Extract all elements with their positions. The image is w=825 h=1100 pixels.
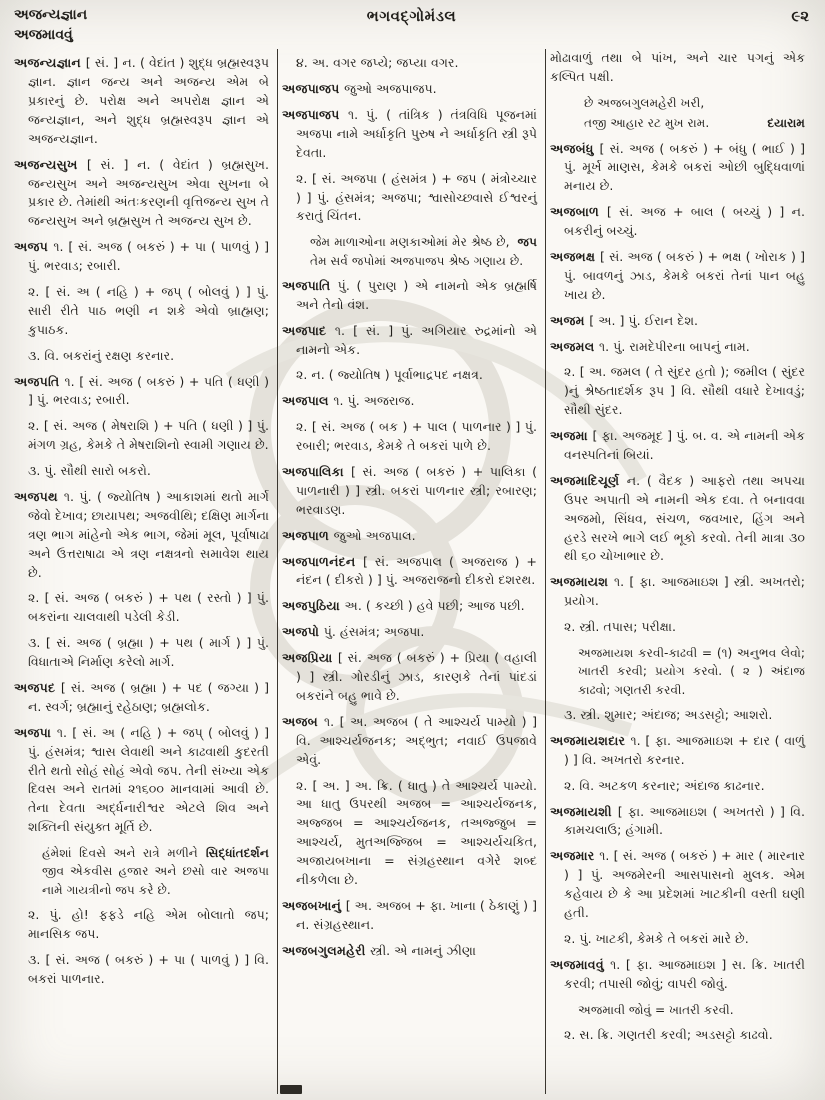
dictionary-entry: અજપાલિકા [ સં. અજ ( બકરું ) + પાલિકા ( પાળનારી ) ] સ્ત્રી. બકરાં પાળનાર સ્ત્રી; રબારણ; ભરવાડણ. — [282, 464, 537, 517]
dictionary-entry: અજબખાનું [ અ. અજબ + ફા. ખાના ( ઠેકાણું ) ] ન. સંગ્રહસ્થાન. — [282, 897, 537, 932]
headword: અજપાળ — [282, 527, 334, 543]
sense-text: ૨. ન. ( જ્યોતિષ ) પૂર્વાભાદ્રપદ નક્ષત્ર. — [296, 367, 483, 383]
headword: અજન્યજ્ઞાન — [14, 55, 86, 71]
scan-artifact — [280, 1085, 302, 1094]
sense-text: ૩. સ્ત્રી. શુમાર; અંદાજ; અડસટ્ટો; આશરો. — [564, 706, 773, 722]
dictionary-entry: અજન્યસુખ [ સં. ] ન. ( વેદાંત ) બ્રહ્મસુખ. જન્યસુખ અને અજન્યસુખ એવા સુખના બે પ્રકાર છે. તેમાંથી અંતઃકરણની વૃત્તિજન્ય સુખ તે જન્યસુખ અને બ્રહ્મસુખ તે અજન્ય સુખ છે. — [14, 156, 269, 229]
headword: અજમાયશી — [550, 803, 618, 819]
headword: અજમાદિચૂર્ણ — [550, 472, 627, 488]
headword: અજપાળનંદન — [282, 553, 364, 569]
headword: અજપાદ — [282, 322, 335, 338]
headword: અજમાયશદાર — [550, 732, 631, 748]
dictionary-entry: અજબ ૧. [ અ. અજબ ( તે આશ્ચર્ય પામ્યો ) ] વિ. આશ્ચર્યજનક; અદ્ભુત; નવાઈ ઉપજાવે એવું. — [282, 713, 537, 767]
cont-text: મોઢાવાળું તથા બે પાંખ, અને ચાર પગનું એક કલ્પિત પક્ષી. — [550, 50, 805, 85]
dictionary-entry: અજન્યજ્ઞાન [ સં. ] ન. ( વેદાંત ) શુદ્ધ બ્રહ્મસ્વરૂપ જ્ઞાન. જ્ઞાન જન્ય અને અજન્ય એમ બે પ્રકારનું છે. પરોક્ષ અને અપરોક્ષ જ્ઞાન એ જન્યજ્ઞાન, અને શુદ્ધ બ્રહ્મસ્વરૂપ જ્ઞાન એ અજન્યજ્ઞાન. — [14, 55, 269, 146]
headword: અજમાવવું — [550, 956, 611, 972]
sense-text: ૨. [ અ. જમલ ( તે સુંદર હતો ); જમીલ ( સુંદર )નું શ્રેષ્ઠતાદર્શક રૂપ ] વિ. સૌથી વધારે દેખાવડું; સૌથી સુંદર. — [564, 364, 805, 418]
dictionary-entry: અજમાયશદાર ૧. [ ફા. આજમાઇશ + દાર ( વાળું ) ] વિ. અખતરો કરનાર. — [550, 732, 805, 767]
column-1 — [14, 47, 277, 1100]
dictionary-entry: અજબંધુ [ સં. અજ ( બકરું ) + બંધુ ( ભાઈ ) ] પું. મૂર્ખ માણસ, કેમકે બકરાં ઓછી બુદ્ધિવાળાં મનાય છે. — [550, 140, 805, 194]
headword: અજબાળ — [550, 204, 607, 220]
quote-text: સિદ્ધાંતદર્શન હંમેશાં દિવસે અને રાત્રે મળીને જીવ એકવીસ હજાર અને છસો વાર અજપા નામે ગાયત્રીનો જપ કરે છે. — [42, 846, 269, 897]
sense-text: ૩. પું. સૌથી સારો બકરો. — [28, 463, 151, 479]
dictionary-entry: અજપ ૧. [ સં. અજ ( બકરું ) + પા ( પાળવું ) ] પું. ભરવાડ; રબારી. — [14, 239, 269, 274]
headword: અજમા — [550, 428, 593, 444]
sense-text: ૩. [ સં. અજ ( બ્રહ્મા ) + પથ ( માર્ગ ) ] પું. વિધાતાએ નિર્માણ કરેલો માર્ગ. — [28, 635, 269, 670]
dictionary-entry: અજભક્ષ [ સં. અજ ( બકરું ) + ભક્ષ ( ખોરાક ) ] પું. બાવળનું ઝાડ, કેમકે બકરાં તેનાં પાન બહુ ખાય છે. — [550, 249, 805, 302]
book-title: ભગવદ્ગોમંડલ — [366, 7, 457, 25]
dictionary-entry: અજપદ [ સં. અજ ( બ્રહ્મા ) + પદ ( જગ્યા ) ] ન. સ્વર્ગ; બ્રહ્માનું રહેઠાણ; બ્રહ્મલોક. — [14, 680, 269, 714]
verse-text: છે અજબગુલમહેરી ખરી, — [584, 95, 705, 110]
headword: અજપથ — [14, 489, 64, 504]
dictionary-entry: અજમાયશી [ ફા. આજમાઇશ ( અખતરો ) ] વિ. કામચલાઉ; હંગામી. — [550, 803, 805, 838]
guide-word-second: અજમાવવું — [14, 26, 73, 43]
headword: અજપુઠિયા — [282, 598, 345, 614]
headword: અજબખાનું — [282, 897, 346, 913]
sense-text: ૨. સ. ક્રિ. ગણતરી કરવી; અડસટ્ટો કાઢવો. — [564, 1026, 773, 1042]
guide-word-first: અજન્યજ્ઞાન — [14, 7, 88, 23]
sense-text: ૩. વિ. બકરાંનું રક્ષણ કરનાર. — [28, 347, 175, 363]
dictionary-entry: અજપાળ જુઓ અજપાલ. — [282, 527, 416, 543]
dictionary-entry: અજમાવવું ૧. [ ફા. આજમાઇશ ] સ. ક્રિ. ખાતરી કરવી; તપાસી જોવું; વાપરી જોવું. — [550, 956, 805, 991]
sense-text: ૨. પું. ખાટકી, કેમકે તે બકરાં મારે છે. — [564, 930, 749, 946]
sense-text: ૨. [ અ. ] અ. ક્રિ. ( ધાતુ ) તે આશ્ચર્ય પામ્યો. આ ધાતુ ઉપરથી અજબ = આશ્ચર્યજનક, અજ્જબ = આશ્ચર્યજનક, તઅજ્જુબ = આશ્ચર્ય, મુતઅજ્જિબ = આશ્ચર્યચકિત, અજાયબખાના = સંગ્રહસ્થાન વગેરે શબ્દ નીકળેલા છે. — [296, 777, 537, 887]
sense-text: ૩. [ સં. અજ ( બકરું ) + પા ( પાળવું ) ] વિ. બકરાં પાળનાર. — [28, 951, 269, 986]
headword: અજપાજપ — [282, 81, 345, 97]
running-header — [14, 6, 813, 45]
headword: અજપદ — [14, 680, 61, 696]
quote-attribution: જપ — [517, 235, 537, 250]
headword: અજપાલ — [282, 393, 334, 409]
sense-text: ૨. [ સં. અજ ( મેષરાશિ ) + પતિ ( ધણી ) ] પું. મંગળ ગ્રહ, કેમકે તે મેષરાશિનો સ્વામી ગણાય છે. — [28, 418, 269, 453]
headword: અજબગુલમહેરી — [282, 942, 371, 958]
headword: અજપાલિકા — [282, 464, 351, 480]
dictionary-entry: અજમાદિચૂર્ણ ન. ( વૈદક ) આફરો તથા અપચા ઉપર અપાતી એ નામની એક દવા. તે બનાવવા અજમો, સિંધવ, સંચળ, જવખાર, હિંગ અને હરડે સરખે ભાગે લઈ ભૂકો કરવો. તેની માત્રા ૩૦ થી ૬૦ ચોખાભાર છે. — [550, 472, 805, 564]
quote-text: અજમાયશ કરવી-કાઢવી = (૧) અનુભવ લેવો; ખાતરી કરવી; પ્રયોગ કરવો. ( ૨ ) અંદાજ કાઢવો; ગણતરી કરવી. — [578, 646, 805, 697]
headword: અજબંધુ — [550, 140, 600, 156]
quote-attribution: દયારામ — [767, 116, 805, 131]
sense-text: ૨. [ સં. અજ ( બકરું ) + પથ ( રસ્તો ) ] પું. બકરાંના ચાલવાથી પડેલી કેડી. — [28, 590, 269, 625]
dictionary-entry: અજપ્રિયા [ સં. અજ ( બકરું ) + પ્રિયા ( વહાલી ) ] સ્ત્રી. ગોરડીનું ઝાડ, કારણકે તેનાં પાંદડાં બકરાંને બહુ ભાવે છે. — [282, 650, 537, 703]
dictionary-entry: અજપથ ૧. પું. ( જ્યોતિષ ) આકાશમાં થતો માર્ગ જેવો દેખાવ; છાયાપથ; અજવીથિ; દક્ષિણ માર્ગના ત્રણ ભાગ માંહેનો એક ભાગ, જેમાં મૂલ, પૂર્વાષાઢા અને ઉત્તરાષાઢા એ ત્રણ નક્ષત્રનો સમાવેશ થાય છે. — [14, 489, 269, 580]
dictionary-entry: અજમા [ ફા. અજમૂદ ] પું. બ. વ. એ નામની એક વનસ્પતિનાં બિયાં. — [550, 428, 805, 463]
dictionary-entry: અજપાલ ૧. પું. અજરાજ. — [282, 393, 415, 409]
sense-text: ૨. [ સં. અ ( નહિ ) + જપ્ ( બોલવું ) ] પું. સારી રીતે પાઠ ભણી ન શકે એવો બ્રાહ્મણ; કુપાઠક. — [28, 283, 269, 337]
dictionary-entry: અજપાજપ જુઓ અજપાજપ. — [282, 81, 437, 97]
dictionary-entry: અજપુઠિયા અ. ( કચ્છી ) હવે પછી; આજ પછી. — [282, 598, 525, 614]
sense-text: ૨. સ્ત્રી. તપાસ; પરીક્ષા. — [564, 619, 676, 635]
headword: અજપતિ — [14, 373, 65, 389]
guide-words — [14, 6, 214, 45]
headword: અજપો — [282, 624, 324, 640]
quote-attribution: સિદ્ધાંતદર્શન — [205, 846, 269, 861]
three-column-text — [14, 47, 813, 1100]
headword: અજમાયશ — [550, 574, 614, 590]
dictionary-entry: અજપાજપ ૧. પું. ( તાંત્રિક ) તંત્રવિધિ પૂજનમાં અજપા નામે અર્ધાકૃતિ પુરુષ ને અર્ધાકૃતિ સ્ત્રી રૂપે દેવતા. — [282, 106, 538, 160]
headword: અજમાર — [550, 848, 600, 864]
column-2 — [278, 47, 545, 1100]
headword: અજપ — [14, 239, 54, 255]
headword: અજપા — [14, 724, 57, 740]
dictionary-entry: અજમ [ અ. ] પું. ઈરાન દેશ. — [550, 312, 699, 328]
headword: અજન્યસુખ — [14, 156, 87, 172]
headword: અજભક્ષ — [550, 249, 600, 265]
dictionary-entry: અજપાદ ૧. [ સં. ] પું. અગિયાર રુદ્રમાંનો એ નામનો એક. — [282, 322, 537, 357]
sense-text: ૨. [ સં. અજપા ( હંસમંત્ર ) + જપ ( મંત્રોચ્ચાર ) ] પું. હંસમંત્ર; અજપા; શ્વાસોચ્છ્વાસે ઈશ્વરનું કરાતું ચિંતન. — [296, 170, 537, 224]
verse-text: દયારામ તજી આહાર રટ મુખ રામ. — [550, 114, 805, 132]
quote-text: જપ જેમ માળાઓના મણકાઓમાં મેર શ્રેષ્ઠ છે, તેમ સર્વ જપોમાં અજપાજપ શ્રેષ્ઠ ગણાય છે. — [310, 235, 537, 268]
headword: અજપાતિ — [282, 277, 338, 293]
dictionary-entry: અજપો પું. હંસમંત્ર; અજપા. — [282, 624, 425, 640]
sense-text: ૪. અ. વગર જપ્યે; જપ્યા વગર. — [296, 55, 459, 71]
sense-text: ૨. [ સં. અજ ( બક ) + પાલ ( પાળનાર ) ] પું. રબારી; ભરવાડ, કેમકે તે બકરાં પાળે છે. — [296, 419, 537, 454]
column-3 — [546, 47, 813, 1100]
dictionary-entry: અજપતિ ૧. [ સં. અજ ( બકરું ) + પતિ ( ધણી ) ] પું. ભરવાડ; રબારી. — [14, 373, 269, 408]
headword: અજબ — [282, 713, 324, 729]
dictionary-entry: અજબાળ [ સં. અજ + બાલ ( બચ્ચું ) ] ન. બકરીનું બચ્ચું. — [550, 204, 806, 239]
dictionary-entry: અજપાતિ પું. ( પુરાણ ) એ નામનો એક બ્રહ્મર્ષિ અને તેનો વંશ. — [282, 277, 537, 312]
sense-text: ૨. વિ. અટકળ કરનાર; અંદાજ કાઢનાર. — [564, 777, 765, 793]
headword: અજમ — [550, 312, 590, 328]
dictionary-entry: અજપાળનંદન [ સં. અજપાલ ( અજરાજ ) + નંદન ( દીકરો ) ] પું. અજરાજનો દીકરો દશરથ. — [282, 553, 537, 588]
headword: અજપાજપ — [282, 106, 349, 122]
page-number: ૯૨ — [791, 7, 809, 25]
quote-text: અજમાવી જોવું = ખાતરી કરવી. — [578, 1002, 734, 1017]
headword: અજપ્રિયા — [282, 650, 338, 666]
sense-text: ૨. પું. હો! ફફડે નહિ એમ બોલાતો જપ; માનસિક જપ. — [28, 907, 269, 941]
headword: અજમલ — [550, 338, 599, 354]
dictionary-entry: અજમાર ૧. [ સં. અજ ( બકરું ) + માર ( મારનાર ) ] પું. અજમેરની આસપાસનો મુલક. એમ કહેવાય છે કે આ પ્રદેશમાં ખાટકીની વસ્તી ઘણી હતી. — [550, 848, 805, 920]
dictionary-entry: અજમાયશ ૧. [ ફા. આજમાઇશ ] સ્ત્રી. અખતરો; પ્રયોગ. — [550, 574, 805, 609]
dictionary-entry: અજમલ ૧. પું. રામદેપીરના બાપનું નામ. — [550, 338, 750, 354]
dictionary-entry: અજબગુલમહેરી સ્ત્રી. એ નામનું ઝીણા — [282, 942, 476, 958]
dictionary-entry: અજપા ૧. [ સં. અ ( નહિ ) + જપ્ ( બોલવું ) ] પું. હંસમંત્ર; શ્વાસ લેવાથી અને કાઢવાથી કુદરતી રીતે થતો સોહં સોહં એવો જપ. તેની સંખ્યા એક દિવસ અને રાતમાં ૨૧૬૦૦ માનવામાં આવી છે. તેના દેવતા અર્દ્ધનારીશ્વર એટલે શિવ અને શક્તિની સંયુક્ત મૂર્તિ છે. — [14, 724, 269, 835]
